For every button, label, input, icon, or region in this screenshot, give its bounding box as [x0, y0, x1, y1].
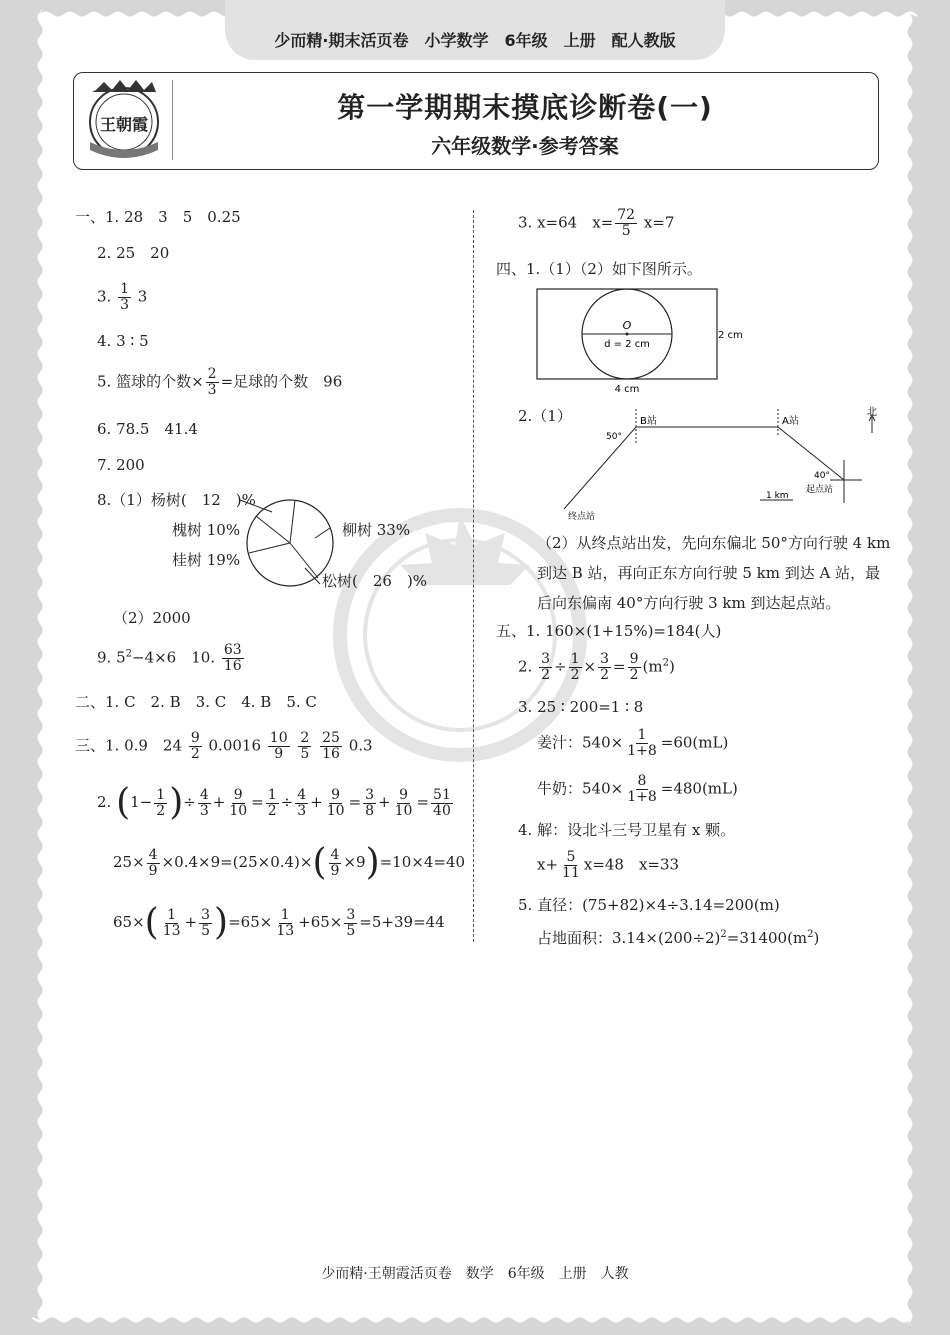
page-footer: 少而精·王朝霞活页卷 数学 6年级 上册 人教	[321, 1266, 629, 1282]
answer-1-1: 一、1. 28 3 5 0.25	[75, 208, 241, 226]
fraction: $\frac{2}{3}$	[207, 366, 217, 398]
answer-5-5-diameter: 5. 直径：(75+82)×4÷3.14=200(m)	[518, 896, 780, 914]
answer-4-1: 四、1.（1）（2）如下图所示。	[496, 260, 702, 278]
answer-4-2-text-3: 后向东偏南 40°方向行驶 3 km 到达起点站。	[537, 594, 841, 612]
answer-1-8-label: 8.（1）杨树( 12 )%	[97, 491, 256, 509]
circle-center-label: O	[622, 319, 632, 332]
answer-1-7: 7. 200	[97, 456, 145, 474]
pie-label-song: 松树( 26 )%	[322, 572, 428, 590]
answer-3-2b: 25× $\frac{4}{9}$ ×0.4×9=(25×0.4)×( $\frac{4}{9}$ ×9)=10×4=40	[113, 842, 466, 883]
answer-4-2-text-2: 到达 B 站，再向正东方向行驶 5 km 到达 A 站，最	[537, 564, 881, 582]
station-b-label: B站	[640, 416, 657, 427]
pie-label-gui: 桂树 19%	[172, 551, 241, 569]
answer-2: 二、1. C 2. B 3. C 4. B 5. C	[75, 693, 317, 711]
answer-1-8-2: （2）2000	[113, 609, 191, 627]
height-label: 2 cm	[718, 330, 743, 341]
header-tab-text: 少而精·期末活页卷 小学数学 6年级 上册 配人教版	[274, 31, 676, 50]
angle-50-label: 50°	[606, 432, 622, 442]
answer-5-4: 4. 解：设北斗三号卫星有 x 颗。	[518, 821, 736, 839]
page-title: 第一学期期末摸底诊断卷(一)	[337, 91, 713, 124]
answer-5-4-equation: x+ $\frac{5}{11}$ x=48 x=33	[537, 849, 680, 881]
answer-4-2-text-1: （2）从终点站出发，先向东偏北 50°方向行驶 4 km	[537, 534, 891, 552]
pie-label-liu: 柳树 33%	[342, 521, 411, 539]
answer-1-9-10: 9. $5^2-4\times 6$ 10. $\frac{63}{16}$	[97, 642, 242, 674]
answer-3-3: 3. x=64 x= $\frac{72}{5}$ x=7	[518, 207, 675, 239]
answer-5-2: 2. $\frac{3}{2}$ ÷ $\frac{1}{2}$ × $\frac{3}{2}$ = $\frac{9}{2}$ $(m^2)$	[518, 651, 675, 683]
answer-5-3-milk: 牛奶：540× $\frac{8}{1+8}$ =480(mL)	[537, 773, 738, 805]
diameter-label: d = 2 cm	[604, 339, 650, 350]
logo-divider	[172, 80, 173, 160]
fraction: $\frac{1}{3}$	[120, 281, 130, 313]
svg-text:王朝霞: 王朝霞	[99, 115, 149, 134]
pie-label-huai: 槐树 10%	[172, 521, 241, 539]
page-subtitle: 六年级数学·参考答案	[431, 134, 619, 158]
answer-3-1: 三、1. 0.9 24 $\frac{9}{2}$ 0.0016 $\frac{10}{9}$ $\frac{2}{5}$ $\frac{25}{16}$ 0.3	[75, 730, 373, 762]
north-label: 北	[867, 407, 877, 418]
answer-1-5: 5. 篮球的个数× $\frac{2}{3}$ =足球的个数 96	[97, 366, 343, 398]
answer-1-2: 2. 25 20	[97, 244, 170, 262]
rectangle-circle-figure	[530, 284, 770, 396]
angle-40-label: 40°	[814, 471, 830, 481]
width-label: 4 cm	[614, 384, 640, 395]
answer-5-3-ginger: 姜汁：540× $\frac{1}{1+8}$ =60(mL)	[537, 727, 729, 759]
answer-1-4: 4. 3 ∶ 5	[97, 332, 149, 350]
answer-1-6: 6. 78.5 41.4	[97, 420, 198, 438]
answer-5-3: 3. 25 ∶ 200=1 ∶ 8	[518, 698, 644, 716]
answer-3-2c: 65×( $\frac{1}{13}$ + $\frac{3}{5}$ )=65× $\frac{1}{13}$ +65× $\frac{3}{5}$ =5+39=44	[113, 902, 445, 943]
answer-1-3: 3. $\frac{1}{3}$ 3	[97, 281, 148, 313]
answer-5-1: 五、1. 160×(1+15%)=184(人)	[496, 622, 722, 640]
column-divider	[473, 210, 474, 942]
answer-5-5-area: 占地面积：$3.14\times(200\div 2)^2=31400(m^2)$	[537, 929, 820, 947]
logo-seal	[84, 78, 164, 162]
fraction: $\frac{63}{16}$	[223, 642, 242, 674]
scale-label: 1 km	[766, 491, 789, 501]
answer-3-2a: 2. (1− $\frac{1}{2}$ )÷ $\frac{4}{3}$ + $\frac{9}{10}$ = $\frac{1}{2}$ ÷ $\frac{4}{3}$ + $\frac{9}{10}$ = $\frac{3}{8}$ + $\frac{9}{10}$ = $\frac{51}{40}$	[97, 782, 451, 823]
route-map-figure	[560, 405, 880, 523]
end-station-label: 终点站	[568, 512, 596, 522]
start-station-label: 起点站	[806, 485, 834, 495]
answer-4-2-label: 2.（1）	[518, 407, 572, 425]
station-a-label: A站	[782, 416, 799, 427]
